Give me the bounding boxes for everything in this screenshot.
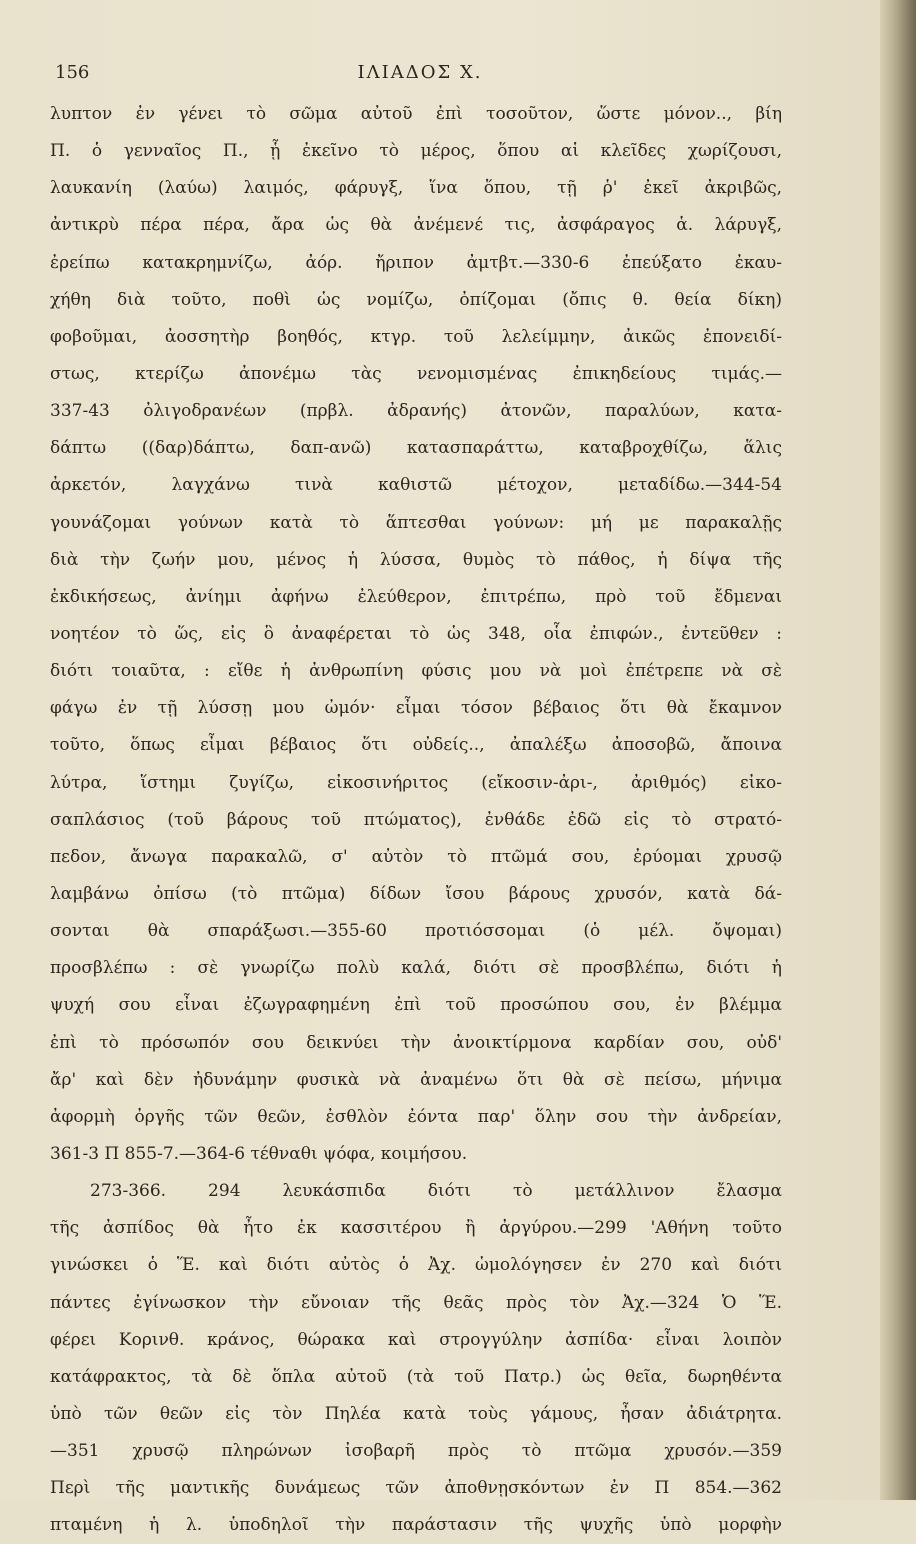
text-line: φάγω ἐν τῇ λύσσῃ μου ὠμόν· εἶμαι τόσον βέβαιος ὅτι θὰ ἔκαμνον [50,698,782,719]
text-line: κατάφρακτος, τὰ δὲ ὅπλα αὐτοῦ (τὰ τοῦ Πατρ.) ὡς θεῖα, δωρηθέντα [50,1366,782,1387]
text-line: νοητέον τὸ ὥς, εἰς ὃ ἀναφέρεται τὸ ὡς 348, οἷα ἐπιφών., ἐντεῦθεν : [50,623,782,644]
text-line: λαμβάνω ὀπίσω (τὸ πτῶμα) δίδων ἴσου βάρους χρυσόν, κατὰ δά- [50,883,782,904]
text-line: σαπλάσιος (τοῦ βάρους τοῦ πτώματος), ἐνθάδε ἐδῶ εἰς τὸ στρατό- [50,809,782,830]
text-line: —351 χρυσῷ πληρώνων ἰσοβαρῆ πρὸς τὸ πτῶμα χρυσόν.—359 [50,1441,782,1462]
text-line: τῆς ἀσπίδος θὰ ἦτο ἐκ κασσιτέρου ἢ ἀργύρου.—299 'Αθήνη τοῦτο [50,1218,782,1239]
text-line: διὰ τὴν ζωήν μου, μένος ἡ λύσσα, θυμὸς τὸ πάθος, ἡ δίψα τῆς [50,549,782,570]
text-line: τοῦτο, ὅπως εἶμαι βέβαιος ὅτι οὐδείς.., ἀπαλέξω ἀποσοβῶ, ἄποινα [50,735,782,756]
text-line: διότι τοιαῦτα, : εἴθε ἡ ἀνθρωπίνη φύσις μου νὰ μοὶ ἐπέτρεπε νὰ σὲ [50,661,782,682]
text-line: φοβοῦμαι, ἀοσσητὴρ βοηθός, κτγρ. τοῦ λελείμμην, ἀικῶς ἐπονειδί- [50,326,782,347]
text-line: ἀφορμὴ ὀργῆς τῶν θεῶν, ἐσθλὸν ἐόντα παρ' ὅλην σου τὴν ἀνδρείαν, [50,1106,782,1127]
text-line: Περὶ τῆς μαντικῆς δυνάμεως τῶν ἀποθνῃσκόντων ἐν Π 854.—362 [50,1478,782,1499]
text-line: στως, κτερίζω ἀπονέμω τὰς νενομισμένας ἐπικηδείους τιμάς.— [50,363,782,384]
text-line: ἐκδικήσεως, ἀνίημι ἀφήνω ἐλεύθερον, ἐπιτρέπω, πρὸ τοῦ ἔδμεναι [50,586,782,607]
commentary-text [50,96,782,1544]
text-line: 361-3 Π 855-7.—364-6 τέθναθι ψόφα, κοιμήσου. [50,1143,468,1164]
text-line: ἐρείπω κατακρημνίζω, ἀόρ. ἤριπον ἀμτβτ.—330-6 ἐπεύξατο ἐκαυ- [50,252,782,273]
section-heading-line: 273-366. 294 λευκάσπιδα διότι τὸ μετάλλινον ἔλασμα [90,1181,782,1202]
text-line: ψυχή σου εἶναι ἐζωγραφημένη ἐπὶ τοῦ προσώπου σου, ἐν βλέμμα [50,995,782,1016]
text-line: Π. ὁ γενναῖος Π., ᾗ ἐκεῖνο τὸ μέρος, ὅπου αἱ κλεῖδες χωρίζουσι, [50,141,782,162]
running-title: ΙΛΙΑΔΟΣ Χ. [357,62,483,83]
text-line: σονται θὰ σπαράξωσι.—355-60 προτιόσσομαι (ὁ μέλ. ὄψομαι) [50,921,782,942]
text-line: ἀντικρὺ πέρα πέρα, ἄρα ὡς θὰ ἀνέμενέ τις, ἀσφάραγος ἁ. λάρυγξ, [50,215,782,236]
page-header [55,62,785,92]
text-line: δάπτω ((δαρ)δάπτω, δαπ-ανῶ) κατασπαράττω, καταβροχθίζω, ἅλις [50,438,782,459]
text-line: ἀρκετόν, λαγχάνω τινὰ καθιστῶ μέτοχον, μεταδίδω.—344-54 [50,475,782,496]
text-line: λαυκανίη (λαύω) λαιμός, φάρυγξ, ἵνα ὅπου, τῇ ῥ' ἐκεῖ ἀκριβῶς, [50,178,782,199]
text-line: λυπτον ἐν γένει τὸ σῶμα αὐτοῦ ἐπὶ τοσοῦτον, ὥστε μόνον.., βίη [50,104,782,124]
text-line: 337-43 ὀλιγοδρανέων (πρβλ. ἀδρανής) ἀτονῶν, παραλύων, κατα- [50,401,782,422]
page-number: 156 [55,62,90,83]
text-line: λύτρα, ἵστημι ζυγίζω, εἰκοσινήριτος (εἴκοσιν-ἀρι-, ἀριθμός) εἰκο- [50,772,782,793]
text-line: γινώσκει ὁ Ἕ. καὶ διότι αὐτὸς ὁ Ἀχ. ὡμολόγησεν ἐν 270 καὶ διότι [50,1255,782,1276]
text-line: φέρει Κορινθ. κράνος, θώρακα καὶ στρογγύλην ἀσπίδα· εἶναι λοιπὸν [50,1329,782,1350]
text-line: χήθη διὰ τοῦτο, ποθὶ ὡς νομίζω, ὀπίζομαι (ὄπις θ. θεία δίκη) [50,289,782,310]
text-line: γουνάζομαι γούνων κατὰ τὸ ἅπτεσθαι γούνων: μή με παρακαλῇς [50,512,782,533]
text-line: πεδον, ἄνωγα παρακαλῶ, σ' αὐτὸν τὸ πτῶμά σου, ἐρύομαι χρυσῷ [50,846,782,867]
book-spine-edge [880,0,916,1500]
text-line: ὑπὸ τῶν θεῶν εἰς τὸν Πηλέα κατὰ τοὺς γάμους, ἦσαν ἀδιάτρητα. [50,1403,782,1424]
text-line: πταμένη ἡ λ. ὑποδηλοῖ τὴν παράστασιν τῆς ψυχῆς ὑπὸ μορφὴν [50,1515,782,1536]
text-line: προσβλέπω : σὲ γνωρίζω πολὺ καλά, διότι σὲ προσβλέπω, διότι ἡ [50,958,782,979]
text-line: πάντες ἐγίνωσκον τὴν εὔνοιαν τῆς θεᾶς πρὸς τὸν Ἀχ.—324 Ὁ Ἕ. [50,1292,782,1313]
text-line: ἄρ' καὶ δὲν ἠδυνάμην φυσικὰ νὰ ἀναμένω ὅτι θὰ σὲ πείσω, μήνιμα [50,1069,782,1090]
text-line: ἐπὶ τὸ πρόσωπόν σου δεικνύει τὴν ἀνοικτίρμονα καρδίαν σου, οὐδ' [50,1032,782,1053]
